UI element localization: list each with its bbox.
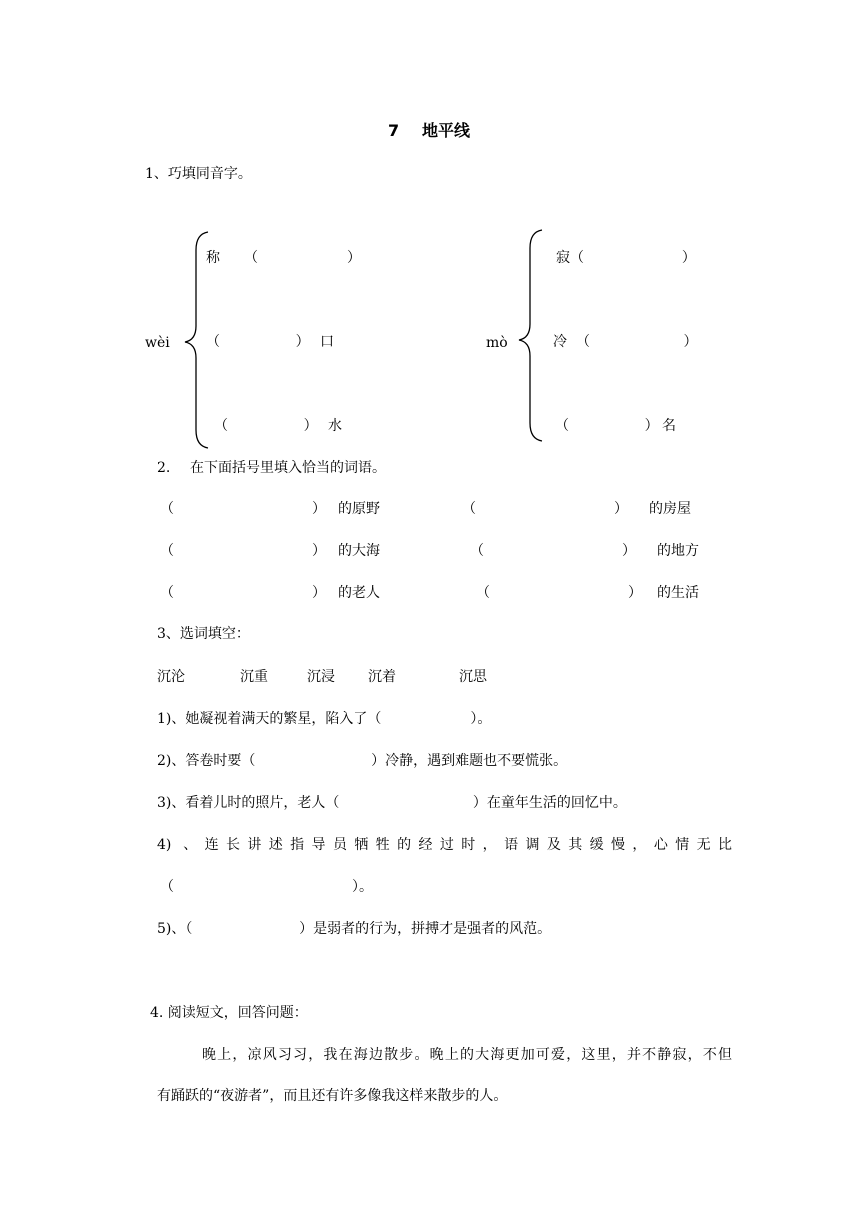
q3-heading: 3、选词填空： [157,626,250,642]
page-title: 地平线 [422,121,471,140]
q3-word-option: 沉沦 [157,669,185,685]
q3-item-5: 5)、（ ）是弱者的行为，拼搏才是强者的风范。 [157,921,552,937]
q1-left-row1-char: 称 [206,250,220,266]
q1-heading: 1、巧填同音字。 [145,166,252,182]
q2-number: 2. [157,460,171,476]
q2-row2-right-word: 的地方 [657,543,699,559]
q1-right-row1-char: 寂 [556,250,570,266]
q1-right-row1-paren: （ ） [570,250,696,266]
q1-left-pinyin: wèi [145,335,170,351]
q2-row1-left-word: 的原野 [338,501,380,517]
q1-right-pinyin: mò [486,335,508,351]
q1-right-row3-paren: （ ） [555,418,659,434]
q1-right-row2-paren: （ ） [576,334,698,350]
q2-row3-right-paren: （ ） [476,585,642,601]
q4-paragraph-line2: 有踊跃的“夜游者”，而且还有许多像我这样来散步的人。 [157,1088,508,1104]
q1-right-row3-char: 名 [662,418,676,434]
q1-right-row2-char: 冷 [553,334,567,350]
q1-left-row2-char: 口 [320,334,334,350]
q3-word-option: 沉思 [459,669,487,685]
q3-item-3: 3)、看着儿时的照片，老人（ ）在童年生活的回忆中。 [157,795,627,811]
q3-word-option: 沉着 [368,669,396,685]
q1-left-row1-paren: （ ） [244,250,362,266]
q3-item-1: 1)、她凝视着满天的繁星，陷入了（ ）。 [157,711,492,727]
q3-item-2: 2)、答卷时要（ ）冷静，遇到难题也不要慌张。 [157,753,568,769]
q4-heading: 4. 阅读短文，回答问题： [150,1005,308,1021]
q1-left-row3-char: 水 [328,418,342,434]
q4-paragraph-line1: 晚上，凉风习习，我在海边散步。晚上的大海更加可爱，这里，并不静寂，不但 [202,1047,732,1063]
q2-row1-right-word: 的房屋 [649,501,691,517]
right-curly-brace [516,228,546,443]
q3-word-option: 沉浸 [307,669,335,685]
q3-word-option: 沉重 [240,669,268,685]
q2-row1-right-paren: （ ） [462,501,628,517]
q2-row2-left-word: 的大海 [338,543,380,559]
q1-left-row2-paren: （ ） [206,334,310,350]
q2-heading: 在下面括号里填入恰当的词语。 [190,460,386,476]
q2-row2-right-paren: （ ） [470,543,636,559]
q2-row3-left-word: 的老人 [338,585,380,601]
q3-item-4: 4) 、连长讲述指导员牺牲的经过时，语调及其缓慢，心情无比 [157,837,732,853]
q3-item-4-continuation: （ ）。 [160,879,374,895]
q2-row1-left-paren: （ ） [160,501,326,517]
q2-row2-left-paren: （ ） [160,543,326,559]
q2-row3-left-paren: （ ） [160,585,326,601]
q1-left-row3-paren: （ ） [214,418,318,434]
page-title-number: 7 [388,121,400,140]
q2-row3-right-word: 的生活 [657,585,699,601]
